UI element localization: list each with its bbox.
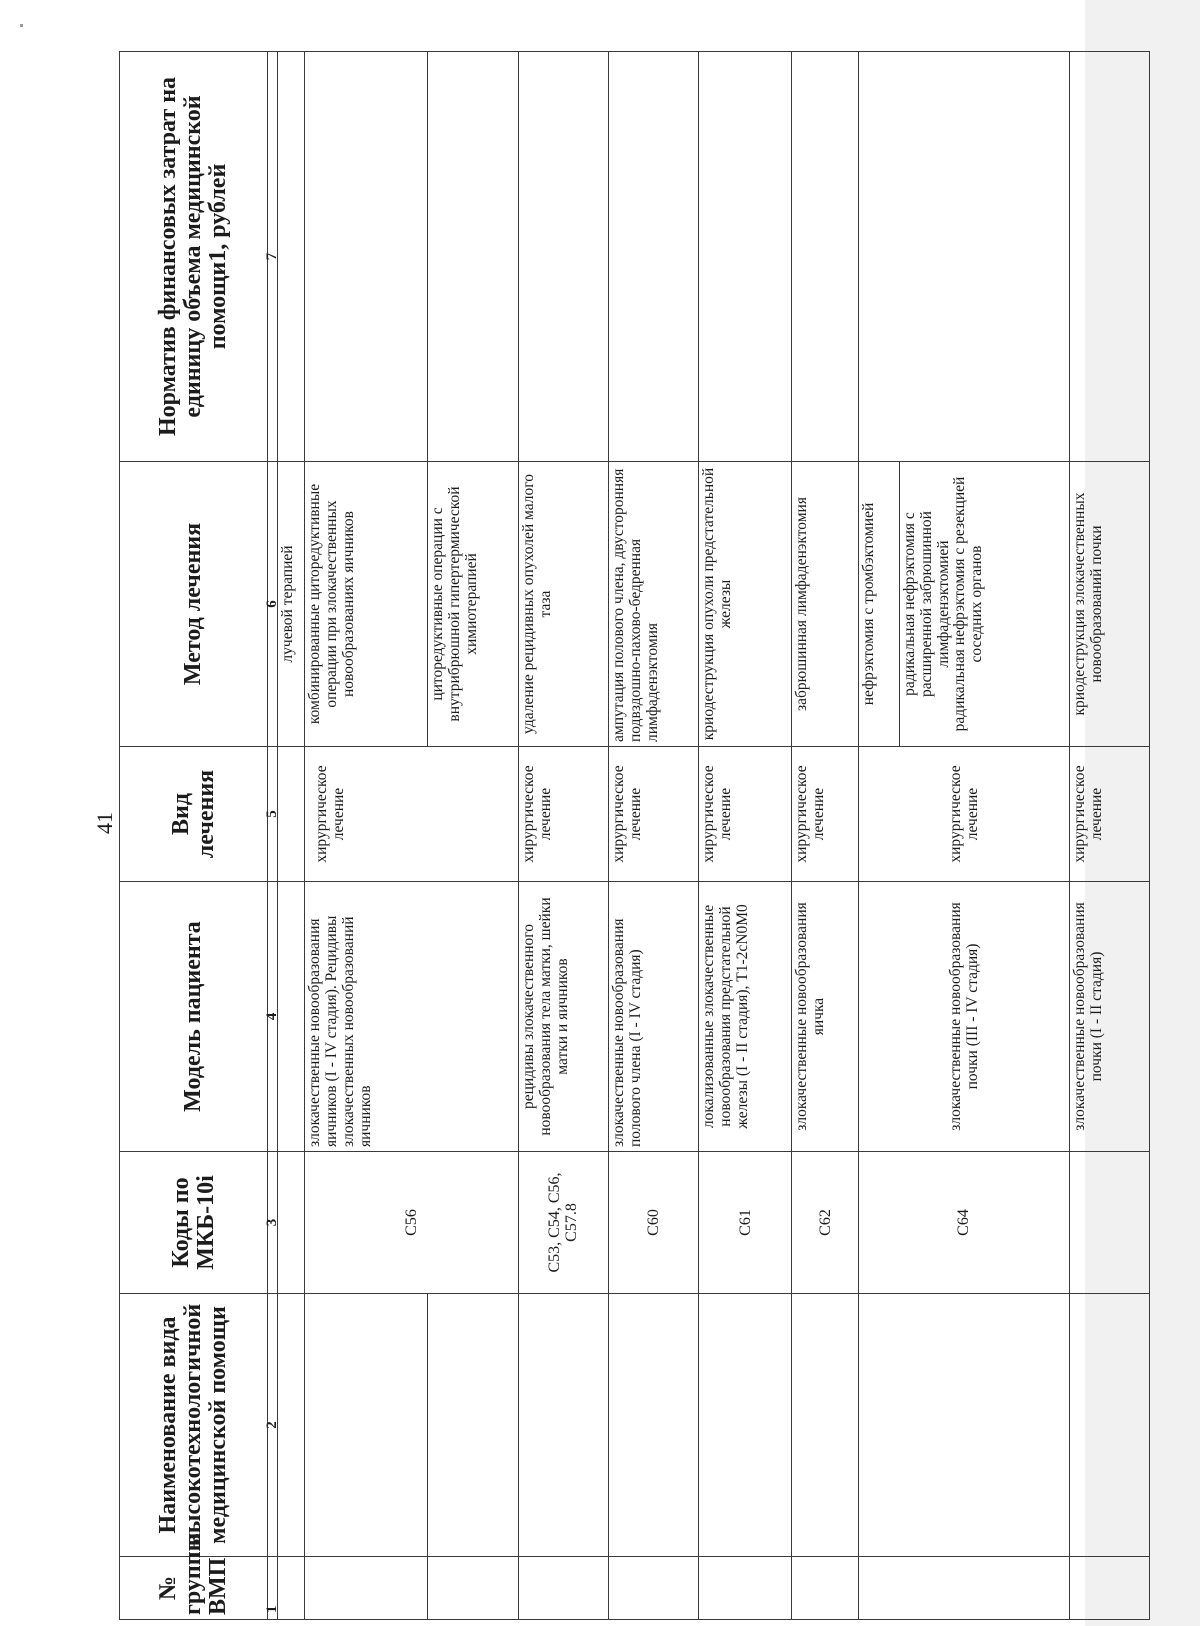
column-number: 1 bbox=[268, 1557, 278, 1620]
header-treatment-type: Вид лечения bbox=[120, 747, 268, 882]
care-type-cell bbox=[699, 1294, 792, 1557]
cost-cell bbox=[518, 52, 608, 462]
cost-cell bbox=[608, 52, 698, 462]
header-cost-standard: Норматив финансовых затрат на единицу объема медицинской помощи1, рублей bbox=[120, 52, 268, 462]
patient-model-cell: рецидивы злокачественного новообразования тела матки, шейки матки и яичников bbox=[518, 882, 608, 1152]
header-row bbox=[120, 52, 268, 1620]
rotated-table-container bbox=[119, 52, 1150, 1620]
column-number: 2 bbox=[268, 1294, 278, 1557]
care-type-cell bbox=[304, 1294, 428, 1557]
cost-cell bbox=[792, 52, 858, 462]
group-cell bbox=[858, 1557, 1069, 1620]
header-icd-codes: Коды по МКБ-10i bbox=[120, 1152, 268, 1294]
group-cell bbox=[278, 1557, 305, 1620]
treatment-method-cell: ампутация полового члена, двусторонняя подвздошно-пахово-бедренная лимфаденэктомия bbox=[608, 462, 698, 747]
cost-cell bbox=[278, 52, 305, 462]
cost-cell bbox=[304, 52, 428, 462]
table-row bbox=[699, 52, 792, 1620]
care-type-cell bbox=[792, 1294, 858, 1557]
patient-model-cell: злокачественные новообразования яичка bbox=[792, 882, 858, 1152]
treatment-method-cell: лучевой терапией bbox=[278, 462, 305, 747]
patient-model-cell bbox=[278, 882, 305, 1152]
table-row bbox=[608, 52, 698, 1620]
treatment-method-cell: удаление рецидивных опухолей малого таза bbox=[518, 462, 608, 747]
treatment-type-cell: хирургическое лечение bbox=[1070, 747, 1150, 882]
treatment-method-cell: комбинированные циторедуктивные операции при злокачественных новообразованиях яичников bbox=[304, 462, 428, 747]
icd-code-cell: C56 bbox=[304, 1152, 518, 1294]
treatment-type-cell: хирургическое лечение bbox=[858, 747, 1069, 882]
group-cell bbox=[1070, 1557, 1150, 1620]
column-number: 4 bbox=[268, 882, 278, 1152]
treatment-type-cell: хирургическое лечение bbox=[608, 747, 698, 882]
care-type-cell bbox=[428, 1294, 518, 1557]
icd-code-cell: C62 bbox=[792, 1152, 858, 1294]
treatment-type-cell bbox=[278, 747, 305, 882]
care-type-cell bbox=[518, 1294, 608, 1557]
header-care-type: Наименование вида высокотехнологичной медицинской помощи bbox=[120, 1294, 268, 1557]
care-type-cell bbox=[858, 1294, 1069, 1557]
icd-code-cell: C64 bbox=[858, 1152, 1069, 1294]
care-type-cell bbox=[608, 1294, 698, 1557]
group-cell bbox=[792, 1557, 858, 1620]
icd-code-cell bbox=[278, 1152, 305, 1294]
cost-cell bbox=[699, 52, 792, 462]
icd-code-cell: C61 bbox=[699, 1152, 792, 1294]
treatment-method-cell: забрюшинная лимфаденэктомия bbox=[792, 462, 858, 747]
group-cell bbox=[608, 1557, 698, 1620]
treatment-type-cell: хирургическое лечение bbox=[792, 747, 858, 882]
table-row bbox=[304, 52, 428, 1620]
cost-cell bbox=[858, 52, 1069, 462]
cost-cell bbox=[428, 52, 518, 462]
vmp-table bbox=[119, 51, 1150, 1620]
method-item: радикальная нефрэктомия с расширенной забрюшинной лимфаденэктомией bbox=[899, 462, 950, 746]
treatment-type-cell: хирургическое лечение bbox=[304, 747, 518, 882]
table-row bbox=[518, 52, 608, 1620]
patient-model-cell: локализованные злокачественные новообразования предстательной железы (I - II стадия), T1-2cN0M0 bbox=[699, 882, 792, 1152]
treatment-method-cell: циторедуктивные операции с внутрибрюшной гипертермической химиотерапией bbox=[428, 462, 518, 747]
patient-model-cell: злокачественные новообразования полового члена (I - IV стадия) bbox=[608, 882, 698, 1152]
patient-model-cell: злокачественные новообразования почки (I - II стадия) bbox=[1070, 882, 1150, 1152]
column-number: 5 bbox=[268, 747, 278, 882]
icd-code-cell: C53, C54, C56, C57.8 bbox=[518, 1152, 608, 1294]
cost-cell bbox=[1070, 52, 1150, 462]
column-number: 6 bbox=[268, 462, 278, 747]
page-number: 41 bbox=[92, 812, 117, 834]
treatment-type-cell: хирургическое лечение bbox=[699, 747, 792, 882]
patient-model-cell: злокачественные новообразования почки (III - IV стадия) bbox=[858, 882, 1069, 1152]
table-row bbox=[792, 52, 858, 1620]
group-cell bbox=[518, 1557, 608, 1620]
column-number: 7 bbox=[268, 52, 278, 462]
header-patient-model: Модель пациента bbox=[120, 882, 268, 1152]
treatment-method-cell: криодеструкция опухоли предстательной железы bbox=[699, 462, 792, 747]
table-row bbox=[1070, 52, 1150, 1620]
scan-speck bbox=[20, 24, 23, 27]
column-number: 3 bbox=[268, 1152, 278, 1294]
group-cell bbox=[428, 1557, 518, 1620]
column-number-row bbox=[268, 52, 278, 1620]
icd-code-cell: C60 bbox=[608, 1152, 698, 1294]
method-item: радикальная нефрэктомия с резекцией соседних органов bbox=[950, 476, 985, 732]
header-group-number: № группы ВМП bbox=[120, 1557, 268, 1620]
header-treatment-method: Метод лечения bbox=[120, 462, 268, 747]
treatment-type-cell: хирургическое лечение bbox=[518, 747, 608, 882]
group-cell bbox=[304, 1557, 428, 1620]
table-row bbox=[278, 52, 305, 1620]
group-cell bbox=[699, 1557, 792, 1620]
treatment-method-cell bbox=[858, 462, 1069, 747]
patient-model-cell: злокачественные новообразования яичников (I - IV стадия). Рецидивы злокачественных новообразований яичников bbox=[304, 882, 518, 1152]
icd-code-cell bbox=[1070, 1152, 1150, 1294]
table-row bbox=[858, 52, 1069, 1620]
treatment-method-cell: криодеструкция злокачественных новообразований почки bbox=[1070, 462, 1150, 747]
method-item: нефрэктомия с тромбэктомией bbox=[859, 502, 877, 706]
care-type-cell bbox=[278, 1294, 305, 1557]
care-type-cell bbox=[1070, 1294, 1150, 1557]
